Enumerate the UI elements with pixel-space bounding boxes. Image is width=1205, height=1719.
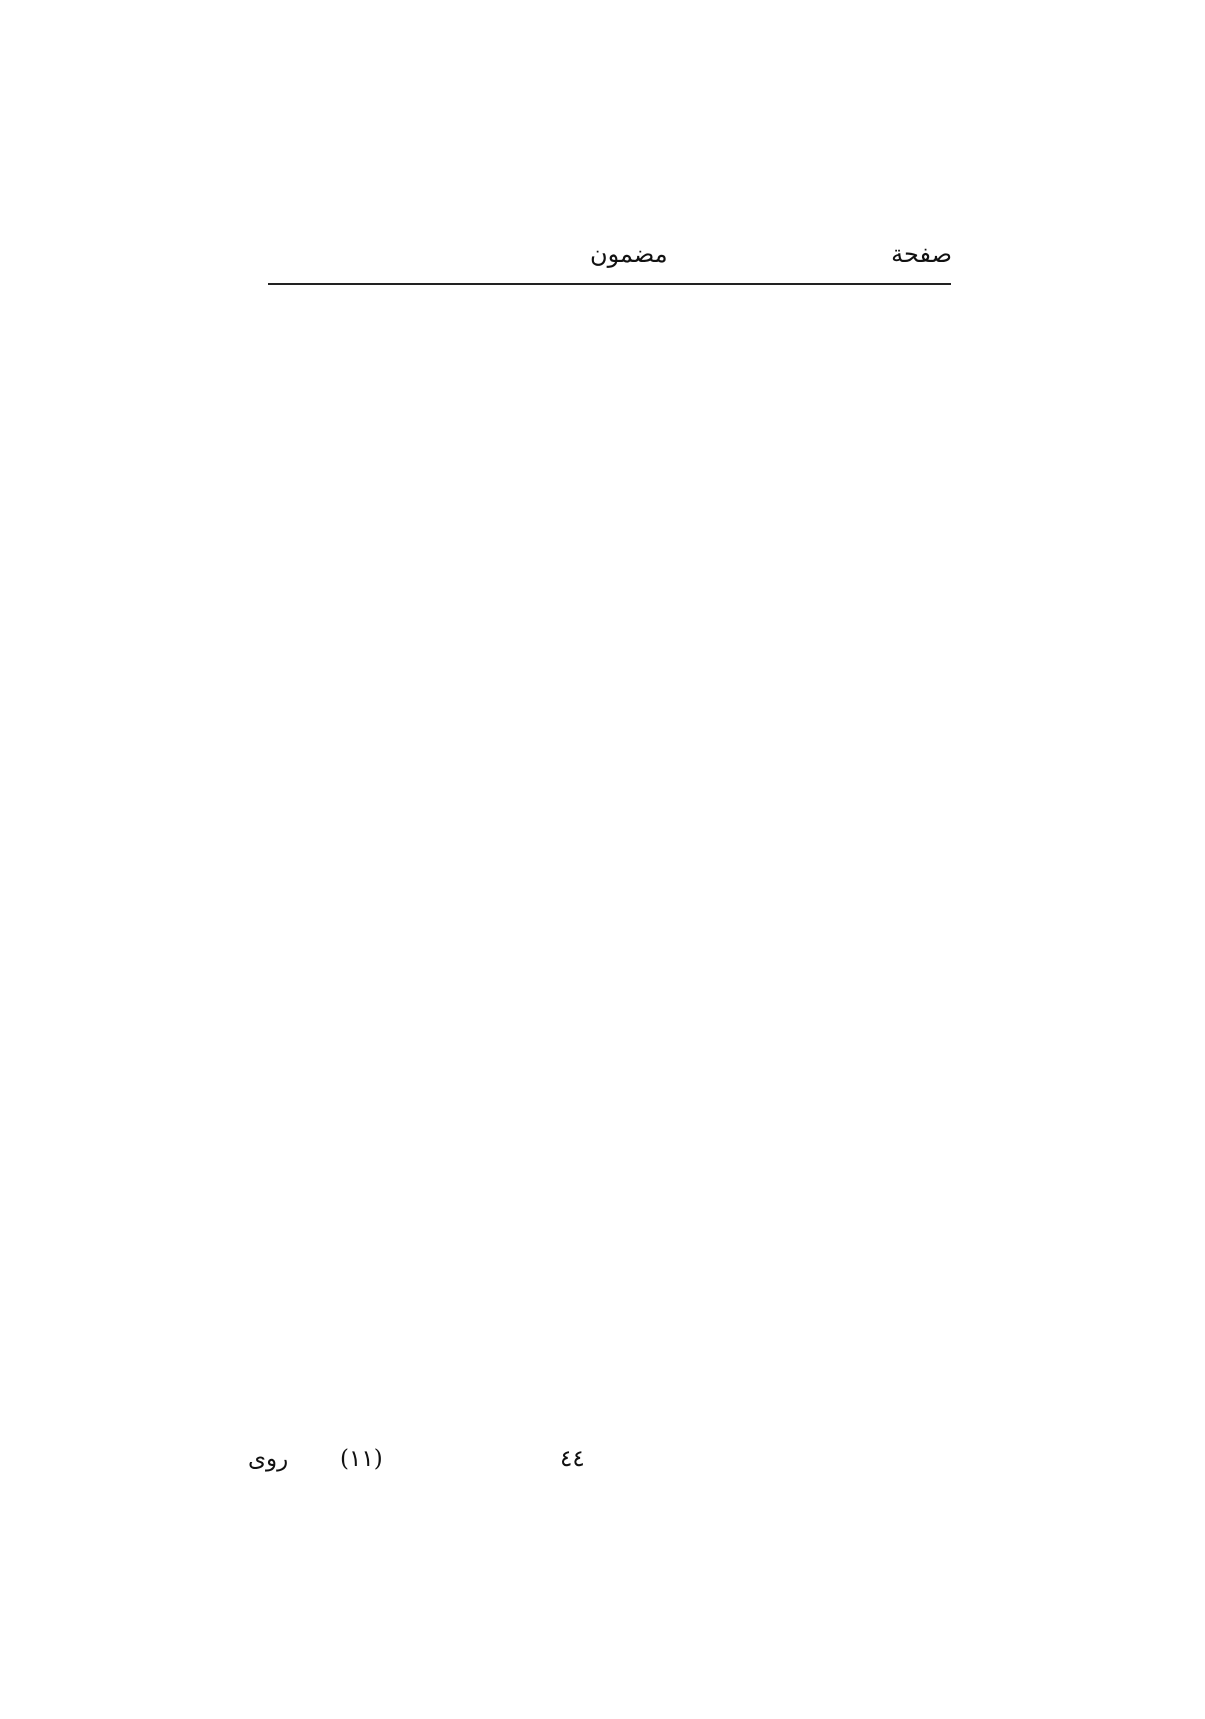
signature-mark: (١١) bbox=[340, 1446, 383, 1472]
page-column-header: صفحة bbox=[891, 240, 952, 268]
header-rule bbox=[268, 283, 951, 285]
subject-column-header: مضمون bbox=[590, 240, 668, 268]
page-number: ٤٤ bbox=[560, 1446, 585, 1472]
catchword: روى bbox=[248, 1446, 289, 1472]
